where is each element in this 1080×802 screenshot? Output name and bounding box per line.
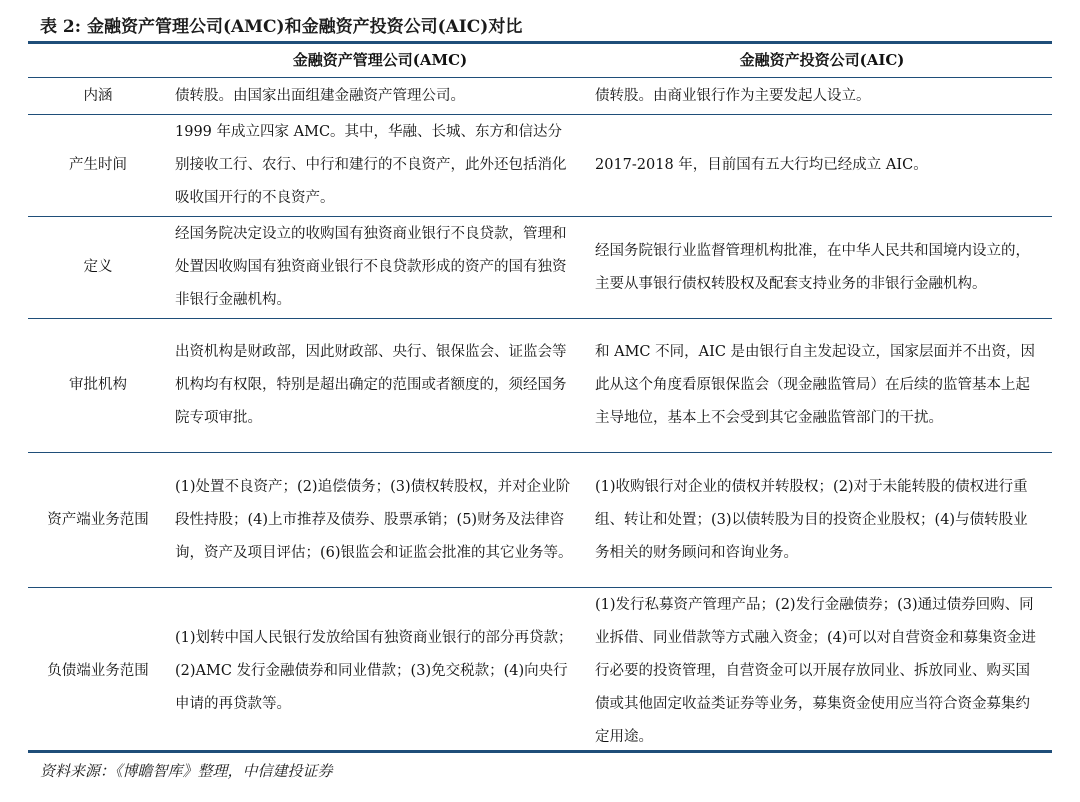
amc-text: 债转股。由国家出面组建金融资产管理公司。 xyxy=(175,87,465,104)
amc-text: (1)处置不良资产；(2)追偿债务；(3)债权转股权，并对企业阶段性持股；(4)上市推荐及债券、股票承销；(5)财务及法律咨询，资产及项目评估；(6)银监会和证监会批准的其它业务等。 xyxy=(175,478,573,561)
header-row xyxy=(28,44,1052,78)
aic-text: 和 AMC 不同，AIC 是由银行自主发起设立，国家层面并不出资，因此从这个角度看原银保监会（现金融监管局）在后续的监管基本上起主导地位，基本上不会受到其它金融监管部门的干扰。 xyxy=(595,344,1036,426)
row-label: 内涵 xyxy=(28,78,168,115)
amc-cell xyxy=(168,115,592,217)
table-row xyxy=(28,453,1052,588)
row-label: 定义 xyxy=(28,217,168,319)
amc-text: 经国务院决定设立的收购国有独资商业银行不良贷款，管理和处置因收购国有独资商业银行不良贷款形成的资产的国有独资非银行金融机构。 xyxy=(175,226,567,308)
row-label: 审批机构 xyxy=(28,319,168,453)
aic-text: 经国务院银行业监督管理机构批准，在中华人民共和国境内设立的，主要从事银行债权转股权及配套支持业务的非银行金融机构。 xyxy=(595,242,1030,292)
amc-cell xyxy=(168,217,592,319)
aic-text: 2017-2018 年，目前国有五大行均已经成立 AIC。 xyxy=(595,157,928,173)
row-label: 资产端业务范围 xyxy=(28,453,168,588)
aic-text: 债转股。由商业银行作为主要发起人设立。 xyxy=(595,87,871,104)
amc-cell xyxy=(168,588,592,755)
aic-cell xyxy=(592,217,1052,319)
aic-cell xyxy=(592,78,1052,115)
bottom-rule xyxy=(28,750,1052,753)
aic-cell xyxy=(592,115,1052,217)
table-row xyxy=(28,588,1052,755)
row-label: 产生时间 xyxy=(28,115,168,217)
table-row xyxy=(28,217,1052,319)
aic-text: (1)收购银行对企业的债权并转股权；(2)对于未能转股的债权进行重组、转让和处置；(3)以债转股为目的投资企业股权；(4)与债转股业务相关的财务顾问和咨询业务。 xyxy=(595,478,1028,561)
header-amc: 金融资产管理公司(AMC) xyxy=(168,44,592,78)
amc-text: (1)划转中国人民银行发放给国有独资商业银行的部分再贷款；(2)AMC 发行金融债券和同业借款；(3)免交税款；(4)向央行申请的再贷款等。 xyxy=(175,629,573,712)
table-row xyxy=(28,115,1052,217)
comparison-table xyxy=(28,44,1052,754)
table-row xyxy=(28,319,1052,453)
amc-text: 出资机构是财政部，因此财政部、央行、银保监会、证监会等机构均有权限，特别是超出确定的范围或者额度的，须经国务院专项审批。 xyxy=(175,344,567,426)
aic-cell xyxy=(592,453,1052,588)
source-note: 资料来源：《博瞻智库》整理，中信建投证券 xyxy=(40,762,333,780)
header-blank xyxy=(28,44,168,78)
row-label: 负债端业务范围 xyxy=(47,662,149,679)
amc-cell xyxy=(168,319,592,453)
aic-text: (1)发行私募资产管理产品；(2)发行金融债券；(3)通过债券回购、同业拆借、同业借款等方式融入资金；(4)可以对自营资金和募集资金进行必要的投资管理，自营资金可以开展存放同业、拆放同业、购买国债或其他固定收益类证券等业务，募集资金使用应当符合资金募集约定用途。 xyxy=(595,596,1037,745)
amc-cell xyxy=(168,78,592,115)
amc-cell xyxy=(168,453,592,588)
aic-cell xyxy=(592,319,1052,453)
table-row xyxy=(28,78,1052,115)
header-aic: 金融资产投资公司(AIC) xyxy=(592,44,1052,78)
amc-text: 1999 年成立四家 AMC。其中，华融、长城、东方和信达分别接收工行、农行、中行和建行的不良资产，此外还包括消化吸收国开行的不良资产。 xyxy=(175,124,567,206)
table-title: 表 2: 金融资产管理公司(AMC)和金融资产投资公司(AIC)对比 xyxy=(40,17,523,37)
aic-cell xyxy=(592,588,1052,755)
